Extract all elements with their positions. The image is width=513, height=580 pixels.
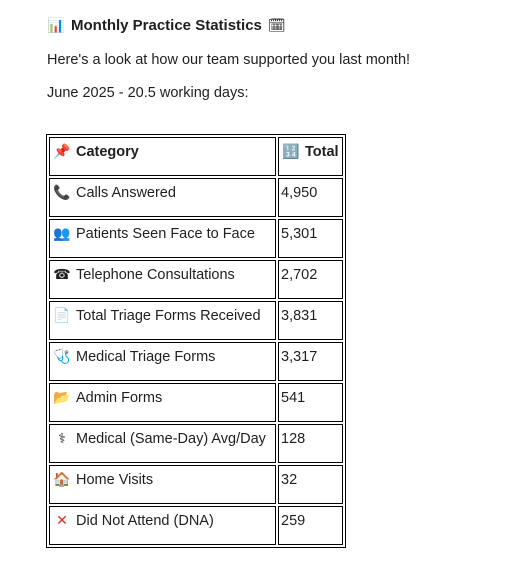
row-label: Patients Seen Face to Face xyxy=(76,226,255,242)
row-total-value: 259 xyxy=(281,513,306,529)
table-row xyxy=(49,424,343,463)
table-row xyxy=(49,383,343,422)
telephone-box-icon: ☎ xyxy=(53,267,71,283)
row-category xyxy=(49,424,276,463)
stats-message xyxy=(47,14,497,103)
numbers-icon: 🔢 xyxy=(282,144,300,160)
title-text: Monthly Practice Statistics xyxy=(71,17,262,34)
row-label: Medical Triage Forms xyxy=(76,349,216,365)
row-label: Total Triage Forms Received xyxy=(76,308,261,324)
header-category-label: Category xyxy=(76,144,139,160)
row-category xyxy=(49,178,276,217)
row-total xyxy=(278,260,343,299)
row-total xyxy=(278,301,343,340)
row-total-value: 5,301 xyxy=(281,226,318,242)
row-total-value: 3,831 xyxy=(281,308,318,324)
row-total xyxy=(278,342,343,381)
table-row xyxy=(49,465,343,504)
row-total xyxy=(278,219,343,258)
row-total-value: 128 xyxy=(281,431,306,447)
stats-table xyxy=(46,134,346,548)
table-row xyxy=(49,506,343,545)
period-text: June 2025 - 20.5 working days: xyxy=(47,85,249,101)
page-title xyxy=(47,14,497,38)
bar-chart-icon: 📊 xyxy=(47,18,65,34)
table-row xyxy=(49,178,343,217)
intro-text: Here's a look at how our team supported you last month! xyxy=(47,52,411,68)
row-total-value: 3,317 xyxy=(281,349,318,365)
header-category xyxy=(49,137,276,176)
row-label: Admin Forms xyxy=(76,390,163,406)
medical-symbol-icon: ⚕ xyxy=(58,431,66,447)
row-category xyxy=(49,383,276,422)
row-label: Did Not Attend (DNA) xyxy=(76,513,214,529)
people-icon: 👥 xyxy=(53,226,71,242)
pushpin-icon: 📌 xyxy=(53,144,71,160)
header-total-label: Total xyxy=(305,144,339,160)
row-total xyxy=(278,506,343,545)
row-label: Home Visits xyxy=(76,472,154,488)
stethoscope-icon: 🩺 xyxy=(53,349,71,365)
row-category xyxy=(49,342,276,381)
row-total xyxy=(278,424,343,463)
folder-icon: 📂 xyxy=(53,390,71,406)
row-total-value: 541 xyxy=(281,390,306,406)
row-total xyxy=(278,178,343,217)
row-label: Calls Answered xyxy=(76,185,176,201)
row-category xyxy=(49,506,276,545)
table-row xyxy=(49,260,343,299)
cross-mark-icon: ✕ xyxy=(56,513,68,529)
calendar-icon: 🗓 xyxy=(268,18,286,34)
row-label: Medical (Same-Day) Avg/Day xyxy=(76,431,266,447)
header-total xyxy=(278,137,343,176)
table-row xyxy=(49,342,343,381)
row-label: Telephone Consultations xyxy=(76,267,235,283)
row-total-value: 2,702 xyxy=(281,267,318,283)
table-row xyxy=(49,219,343,258)
row-total-value: 4,950 xyxy=(281,185,318,201)
row-category xyxy=(49,301,276,340)
row-category xyxy=(49,465,276,504)
row-total-value: 32 xyxy=(281,472,298,488)
house-icon: 🏠 xyxy=(53,472,71,488)
row-category xyxy=(49,260,276,299)
document-icon: 📄 xyxy=(53,308,71,324)
telephone-icon: 📞 xyxy=(53,185,71,201)
table-header-row xyxy=(49,137,343,176)
row-category xyxy=(49,219,276,258)
table-row xyxy=(49,301,343,340)
row-total xyxy=(278,465,343,504)
row-total xyxy=(278,383,343,422)
